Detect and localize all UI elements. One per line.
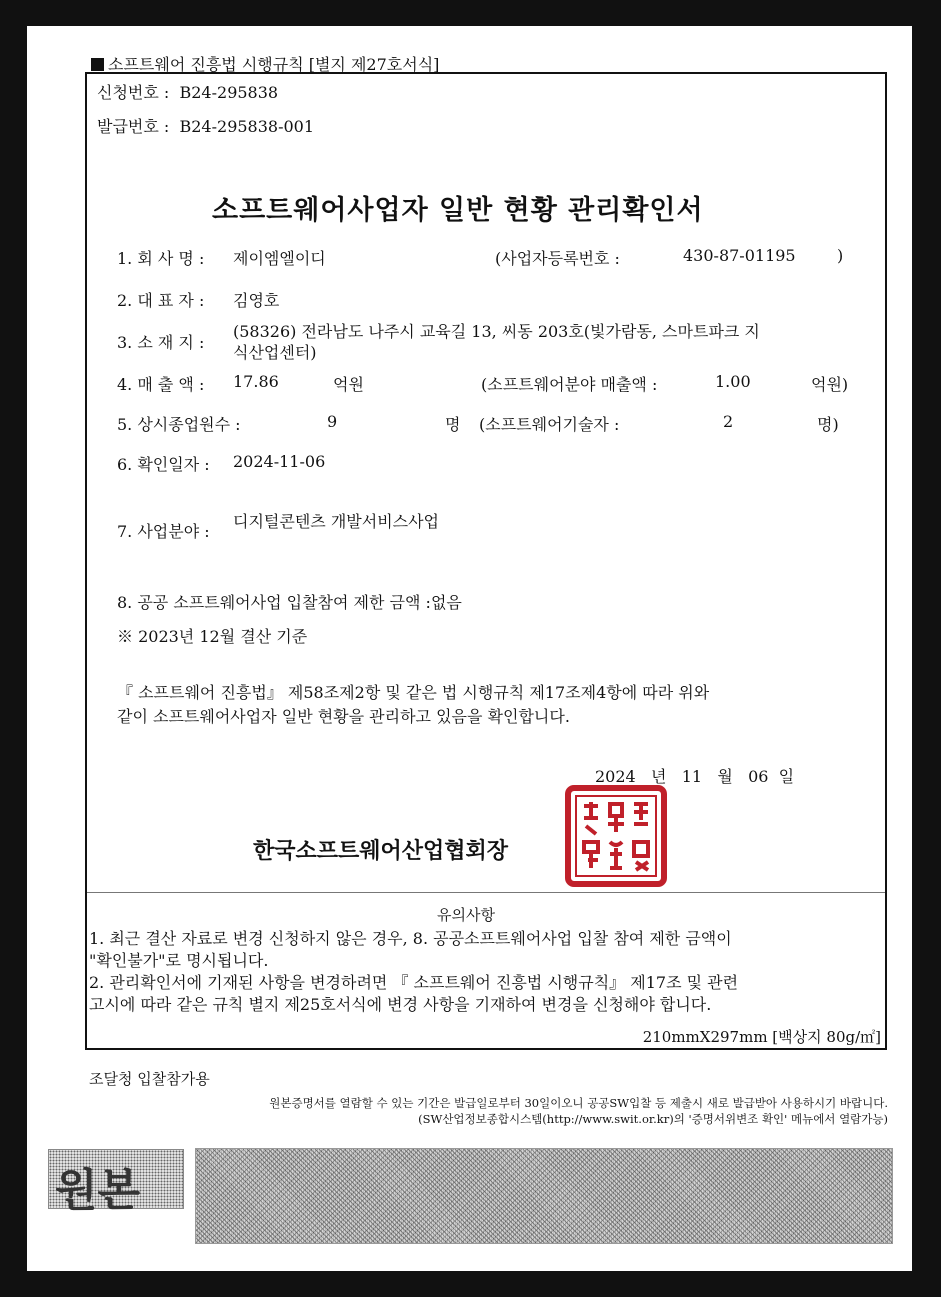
sw-revenue-value: 1.00 bbox=[715, 372, 751, 391]
address-line2: 식산업센터) bbox=[233, 343, 317, 362]
bid-limit: 8. 공공 소프트웨어사업 입찰참여 제한 금액 :없음 bbox=[117, 593, 462, 612]
footer-line2: (SW산업정보종합시스템(http://www.swit.or.kr)의 '증명서위변조 확인' 메뉴에서 열람가능) bbox=[418, 1112, 888, 1126]
notice-title: 유의사항 bbox=[437, 906, 495, 924]
revenue-label: 4. 매 출 액 : bbox=[117, 375, 205, 394]
sw-tech-value: 2 bbox=[723, 412, 734, 431]
notice-line4: 고시에 따라 같은 규칙 별지 제25호서식에 변경 사항을 기재하여 변경을 신청해야 합니다. bbox=[89, 995, 712, 1014]
ceo-name: 김영호 bbox=[233, 291, 280, 310]
business-reg-close: ) bbox=[837, 246, 844, 265]
original-watermark bbox=[48, 1149, 184, 1216]
business-field-label: 7. 사업분야 : bbox=[117, 522, 210, 541]
confirm-date-label: 6. 확인일자 : bbox=[117, 455, 210, 474]
notice-line3: 2. 관리확인서에 기재된 사항을 변경하려면 『 소프트웨어 진흥법 시행규칙』 제17조 및 관련 bbox=[89, 973, 739, 992]
business-reg-label: (사업자등록번호 : bbox=[495, 249, 620, 268]
employees-label: 5. 상시종업원수 : bbox=[117, 415, 241, 434]
basis-note: ※ 2023년 12월 결산 기준 bbox=[117, 627, 308, 646]
issue-number: 발급번호 : B24-295838-001 bbox=[97, 117, 315, 136]
business-field-value: 디지털콘텐츠 개발서비스사업 bbox=[233, 512, 440, 531]
revenue-unit: 억원 bbox=[333, 375, 364, 394]
footer-line1: 원본증명서를 열람할 수 있는 기간은 발급일로부터 30일이오니 공공SW입찰 등 제출시 새로 발급받아 사용하시기 바랍니다. bbox=[269, 1096, 888, 1110]
sw-tech-label: (소프트웨어기술자 : bbox=[479, 415, 620, 434]
issuer-name: 한국소프트웨어산업협회장 bbox=[253, 839, 509, 864]
form-reference: 소프트웨어 진흥법 시행규칙 [별지 제27호서식] bbox=[91, 52, 439, 75]
address-label: 3. 소 재 지 : bbox=[117, 333, 205, 352]
official-seal-icon bbox=[564, 784, 668, 888]
notice-line2: "확인불가"로 명시됩니다. bbox=[89, 951, 269, 970]
watermark-text: 원본 bbox=[55, 1165, 141, 1216]
certificate-page bbox=[27, 26, 912, 1271]
statement-line1: 『 소프트웨어 진흥법』 제58조제2항 및 같은 법 시행규칙 제17조제4항에 따라 위와 bbox=[117, 683, 710, 702]
company-label: 1. 회 사 명 : bbox=[117, 249, 205, 268]
square-bullet-icon bbox=[91, 58, 104, 71]
company-name: 제이엠엘이디 bbox=[233, 249, 326, 268]
employees-unit: 명 bbox=[445, 415, 461, 434]
application-number: 신청번호 : B24-295838 bbox=[97, 83, 279, 102]
certificate-frame bbox=[85, 72, 887, 1050]
sw-tech-unit: 명) bbox=[817, 415, 839, 434]
usage-label: 조달청 입찰참가용 bbox=[89, 1070, 210, 1088]
sw-revenue-unit: 억원) bbox=[811, 375, 849, 394]
paper-spec: 210mmX297mm [백상지 80g/㎡] bbox=[642, 1028, 881, 1046]
document-title: 소프트웨어사업자 일반 현황 관리확인서 bbox=[212, 195, 704, 226]
statement-line2: 같이 소프트웨어사업자 일반 현황을 관리하고 있음을 확인합니다. bbox=[117, 707, 570, 726]
confirm-date-value: 2024-11-06 bbox=[233, 452, 326, 471]
notice-divider bbox=[87, 892, 885, 893]
employees-value: 9 bbox=[327, 412, 338, 431]
sw-revenue-label: (소프트웨어분야 매출액 : bbox=[481, 375, 658, 394]
issue-date: 2024 년 11 월 06 일 bbox=[595, 767, 795, 786]
ceo-label: 2. 대 표 자 : bbox=[117, 291, 205, 310]
security-pattern bbox=[195, 1148, 893, 1244]
revenue-value: 17.86 bbox=[233, 372, 279, 391]
address-line1: (58326) 전라남도 나주시 교육길 13, 씨동 203호(빛가람동, 스마트파크 지 bbox=[233, 322, 760, 341]
notice-line1: 1. 최근 결산 자료로 변경 신청하지 않은 경우, 8. 공공소프트웨어사업 입찰 참여 제한 금액이 bbox=[89, 929, 732, 948]
business-reg-number: 430-87-01195 bbox=[683, 246, 796, 265]
